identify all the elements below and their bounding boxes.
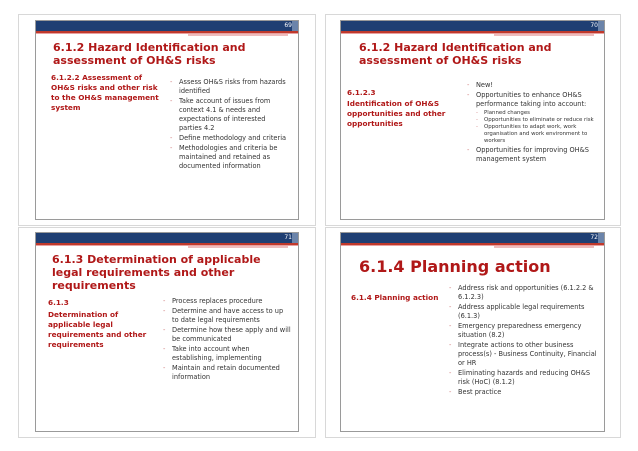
left-heading [48,298,160,350]
bullet-item: - Opportunities for improving OH&S management system [467,146,597,164]
slide-header-bar [36,21,298,31]
slide-70[interactable] [340,20,605,220]
slide-title: 6.1.3 Determination of applicable legal requirements and other requirements [52,253,261,292]
bullet-item: - Eliminating hazards and reducing OH&S risk (HoC) (8.1.2) [449,369,597,387]
sub-bullet-item: - Planned changes [476,110,597,117]
slide-title: 6.1.4 Planning action [359,257,551,276]
sub-bullet-item: - Opportunities to adapt work, work organisation and work environment to workers [476,124,597,145]
bullet-item: - Opportunities to enhance OH&S performance taking into account: - Planned changes - Opportunities to eliminate or reduce risk - Opportunities to adapt work, work organisation and work environment to workers [467,91,597,145]
left-heading-text: Determination of applicable legal requirements and other requirements [48,310,147,349]
slide-69[interactable] [35,20,299,220]
bullet-item: - Assess OH&S risks from hazards identified [170,78,290,96]
bullet-item: - Integrate actions to other business process(s) - Business Continuity, Financial or HR [449,341,597,368]
slide-72[interactable] [340,232,605,432]
bullet-item: - Maintain and retain documented information [163,364,291,382]
left-heading: 6.1.4 Planning action [351,293,439,302]
bullet-item: - Define methodology and criteria [170,134,290,143]
bullet-item: - Determine how these apply and will be communicated [163,326,291,344]
bullet-item: - Process replaces procedure [163,297,291,306]
slide-title: 6.1.2 Hazard Identification and assessment of OH&S risks [53,41,246,67]
left-number: 6.1.2.3 [347,88,376,97]
slide-number: 70 [590,22,598,29]
sub-bullet-item: - Opportunities to eliminate or reduce risk [476,117,597,124]
slide-header-bar [341,233,604,243]
bullet-list [449,284,597,398]
slide-header-bar [36,233,298,243]
bullet-item: - Take into account when establishing, implementing [163,345,291,363]
slide-number: 71 [284,234,292,241]
slide-number: 69 [284,22,292,29]
slide-71[interactable] [35,232,299,432]
bullet-item: - Address applicable legal requirements (6.1.3) [449,303,597,321]
slide-number: 72 [590,234,598,241]
bullet-item: - Take account of issues from context 4.1 & needs and expectations of interested parties 4.2 [170,97,290,133]
left-heading-text: Identification of OH&S opportunities and other opportunities [347,99,446,128]
slide-header-bar [341,21,604,31]
sub-bullet-list [476,110,597,145]
bullet-item: - Address risk and opportunities (6.1.2.2 & 6.1.2.3) [449,284,597,302]
left-number: 6.1.3 [48,298,69,307]
bullet-item: - Determine and have access to up to date legal requirements [163,307,291,325]
slide-title: 6.1.2 Hazard Identification and assessment of OH&S risks [359,41,552,67]
bullet-list [170,78,290,172]
bullet-list [467,81,597,165]
left-heading: 6.1.2.2 Assessment of OH&S risks and other risk to the OH&S management system [51,73,159,112]
bullet-item: - Methodologies and criteria be maintained and retained as documented information [170,144,290,171]
left-heading [347,88,447,129]
bullet-list [163,297,291,383]
bullet-item: - New! [467,81,597,90]
bullet-item: - Best practice [449,388,597,397]
bullet-item: - Emergency preparedness emergency situation (8.2) [449,322,597,340]
